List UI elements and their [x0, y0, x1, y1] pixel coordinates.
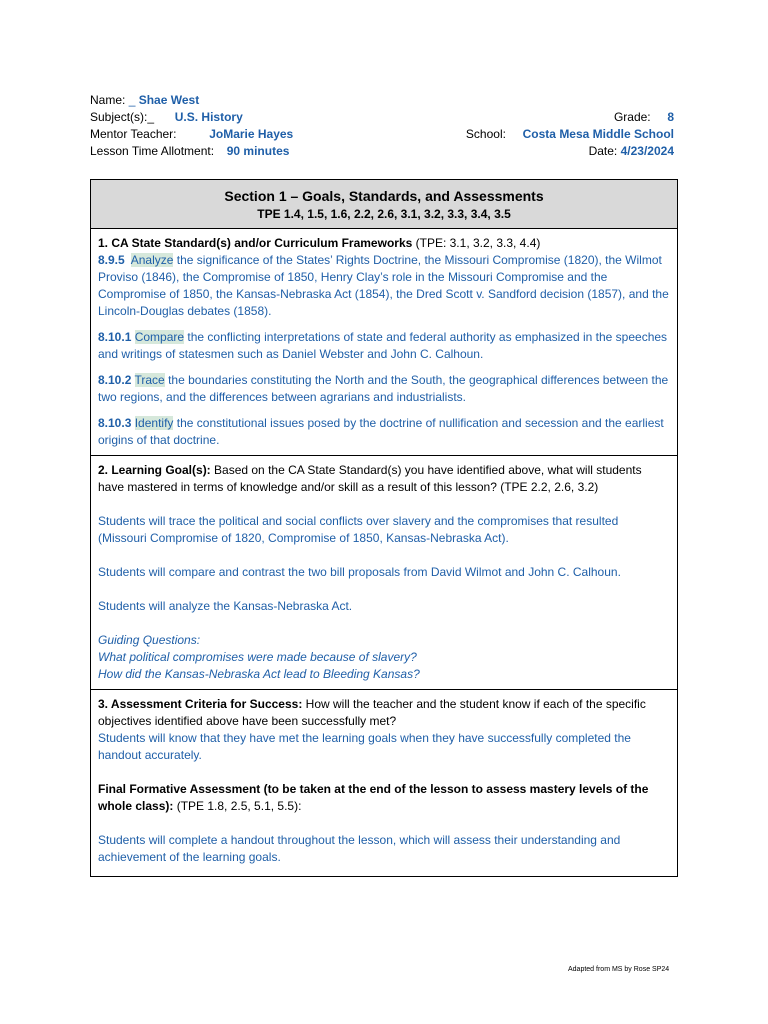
learning-goal-3: Students will analyze the Kansas-Nebraska Act. [98, 599, 353, 613]
goals-heading-line [98, 462, 670, 496]
subject-row [90, 109, 678, 126]
date-group [589, 143, 674, 160]
goals-prompt: Based on the CA State Standard(s) you have identified above, what will students have mastered in terms of knowledge and/or skill as a result of this lesson? (TPE 2.2, 2.6, 3.2) [98, 463, 642, 494]
assessment-cell [91, 690, 678, 877]
goals-heading: 2. Learning Goal(s): [98, 463, 211, 477]
school-group [466, 126, 674, 143]
final-assessment-heading-line [98, 781, 670, 815]
standard-code: 8.10.3 [98, 416, 132, 430]
goals-cell [91, 456, 678, 690]
subject-label: Subject(s): [90, 110, 148, 124]
grade-group [614, 109, 674, 126]
standard-verb: Compare [134, 330, 185, 344]
final-assessment-heading: Final Formative Assessment (to be taken at the end of the lesson to assess mastery levels of the whole class): [98, 782, 649, 813]
section1-header [91, 180, 678, 229]
assessment-heading-line [98, 696, 670, 730]
subject-value: U.S. History [174, 110, 243, 124]
time-value: 90 minutes [226, 144, 290, 158]
grade-value: 8 [667, 110, 674, 124]
guiding-question-2: How did the Kansas-Nebraska Act lead to Bleeding Kansas? [98, 667, 420, 681]
standards-heading-line [98, 235, 670, 252]
section1-title: Section 1 – Goals, Standards, and Assessments [224, 188, 544, 204]
standard-code: 8.10.1 [98, 330, 132, 344]
final-assessment-tpe: (TPE 1.8, 2.5, 5.1, 5.5): [173, 799, 302, 813]
date-value: 4/23/2024 [620, 144, 674, 158]
school-value: Costa Mesa Middle School [522, 127, 674, 141]
final-assessment-answer: Students will complete a handout throughout the lesson, which will assess their understanding and achievement of the learning goals. [98, 833, 621, 864]
standard-item [98, 372, 670, 406]
time-row [90, 143, 678, 160]
standard-text: the conflicting interpretations of state and federal authority as emphasized in the speeches and writings of statesmen such as Daniel Webster and John C. Calhoun. [98, 330, 668, 361]
mentor-row [90, 126, 678, 143]
standard-verb: Identify [134, 416, 174, 430]
assessment-prompt: How will the teacher and the student know if each of the specific objectives identified above have been successfully met? [98, 697, 646, 728]
time-label: Lesson Time Allotment: [90, 144, 215, 158]
name-value: Shae West [138, 93, 200, 107]
name-label: Name: [90, 93, 126, 107]
guiding-questions-label: Guiding Questions: [98, 633, 201, 647]
standard-code: 8.10.2 [98, 373, 132, 387]
standard-item [98, 329, 670, 363]
school-label: School: [465, 127, 506, 141]
assessment-heading: 3. Assessment Criteria for Success: [98, 697, 303, 711]
mentor-label: Mentor Teacher: [90, 127, 177, 141]
assessment-answer: Students will know that they have met the learning goals when they have successfully completed the handout accurately. [98, 731, 631, 762]
mentor-value: JoMarie Hayes [209, 127, 294, 141]
standard-verb: Trace [134, 373, 165, 387]
learning-goal-1: Students will trace the political and social conflicts over slavery and the compromises that resulted (Missouri Compromise of 1820, Compromise of 1850, Kansas-Nebraska Act). [98, 514, 619, 545]
standards-heading: 1. CA State Standard(s) and/or Curriculum Frameworks [98, 236, 413, 250]
name-prefix: _ [128, 93, 136, 107]
lesson-header [90, 92, 678, 162]
standards-cell [91, 229, 678, 456]
guiding-question-1: What political compromises were made because of slavery? [98, 650, 417, 664]
name-row [90, 92, 678, 109]
date-label: Date: [588, 144, 618, 158]
section1-tpe: TPE 1.4, 1.5, 1.6, 2.2, 2.6, 3.1, 3.2, 3.3, 3.4, 3.5 [257, 207, 511, 221]
section1-table [90, 179, 678, 877]
grade-label: Grade: [613, 110, 651, 124]
standard-item [98, 252, 670, 320]
standard-text: the constitutional issues posed by the doctrine of nullification and secession and the earliest origins of that doctrine. [98, 416, 664, 447]
standard-code: 8.9.5 [98, 253, 125, 267]
standard-text: the boundaries constituting the North and the South, the geographical differences between the two regions, and the differences between agrarians and industrialists. [98, 373, 669, 404]
standards-heading-tpe: (TPE: 3.1, 3.2, 3.3, 4.4) [412, 236, 541, 250]
learning-goal-2: Students will compare and contrast the two bill proposals from David Wilmot and John C. Calhoun. [98, 565, 621, 579]
footer-credit: Adapted from MS by Rose SP24 [568, 966, 670, 973]
subject-prefix: _ [147, 110, 155, 124]
standard-text: the significance of the States’ Rights Doctrine, the Missouri Compromise (1820), the Wilmot Proviso (1846), the Compromise of 1850, Henry Clay’s role in the Missouri Compromise and the Compromise of 1850, the Kansas-Nebraska Act (1854), the Dred Scott v. Sandford decision (1857), and the Lincoln-Douglas debates (1858). [98, 253, 669, 318]
standard-item [98, 415, 670, 449]
standard-verb: Analyze [130, 253, 174, 267]
